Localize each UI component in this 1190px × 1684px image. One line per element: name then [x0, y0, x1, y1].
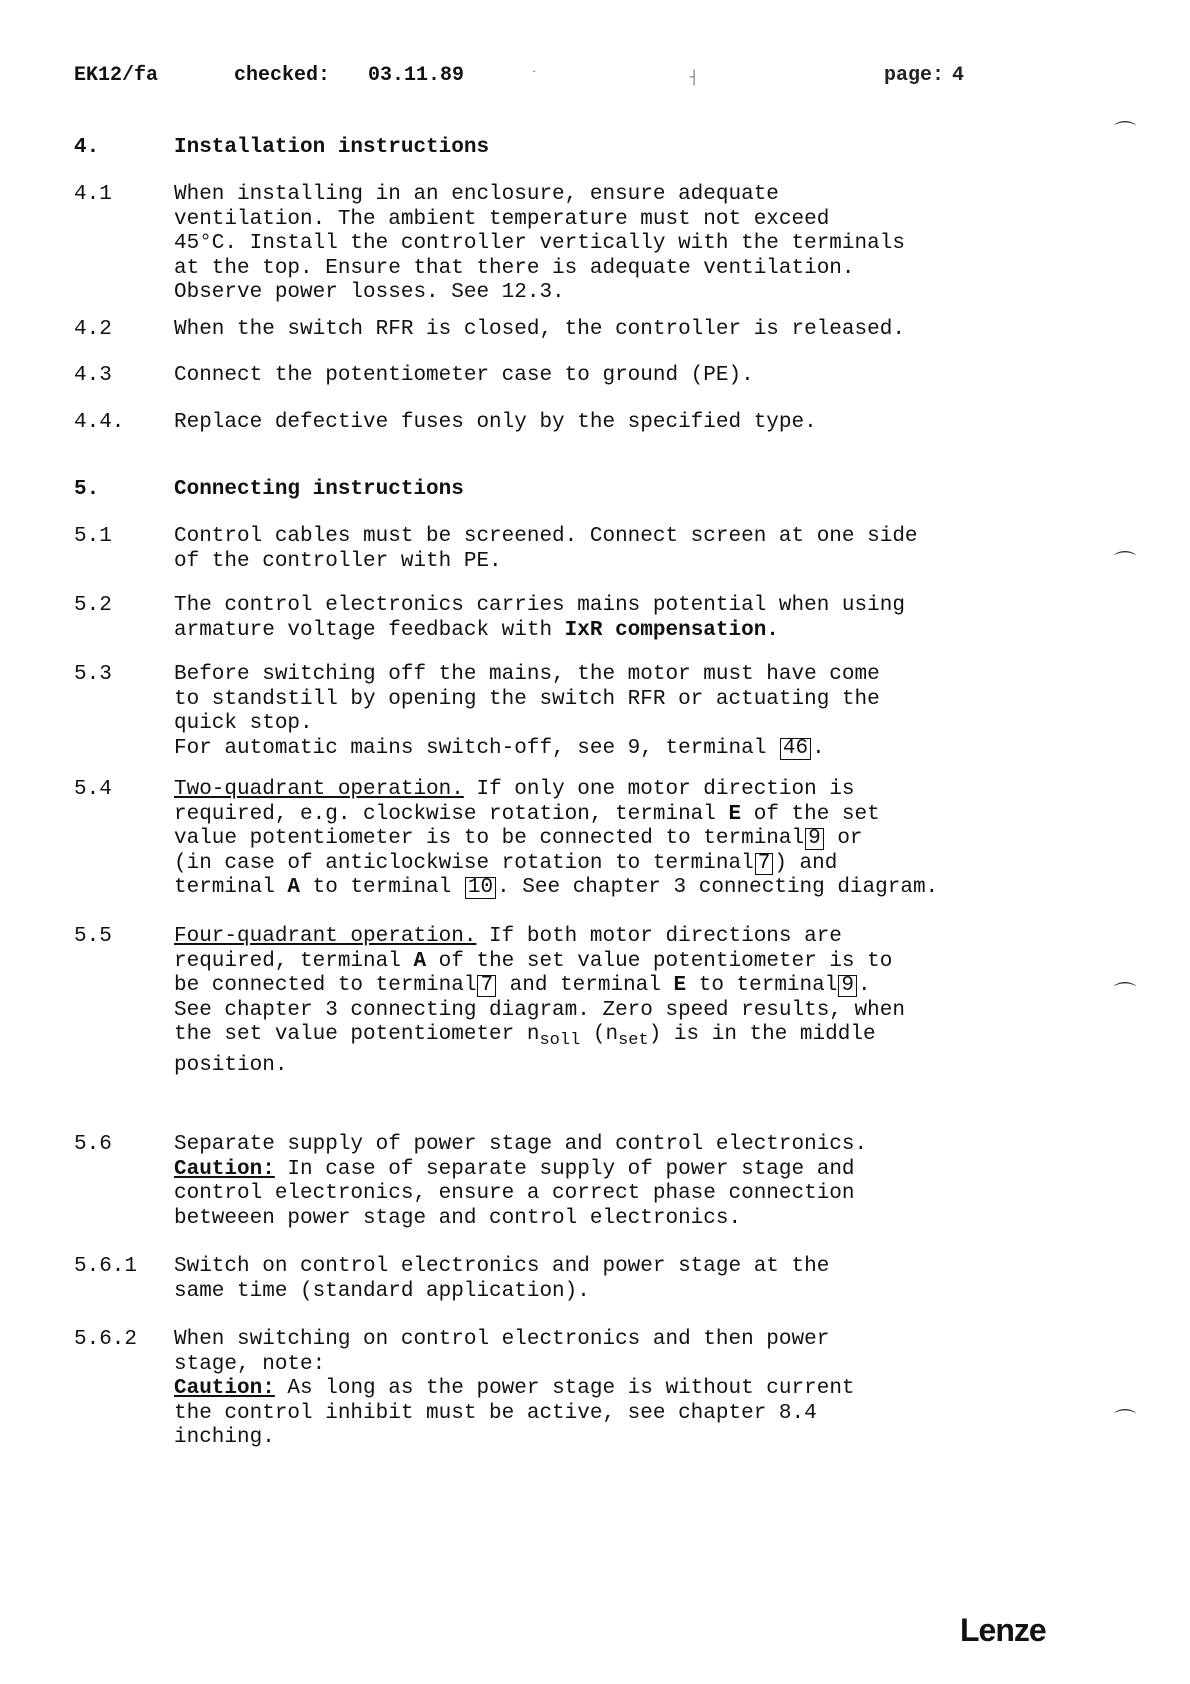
text-line: Switch on control electronics and power stage at the	[174, 1255, 830, 1278]
text-segment: or	[824, 827, 863, 850]
text-line: position.	[174, 1053, 288, 1077]
scan-speck: ┤	[690, 70, 699, 86]
text-line: Separate supply of power stage and control electronics.	[174, 1133, 868, 1156]
text-line: When switching on control electronics and then power	[174, 1328, 830, 1351]
text-line	[174, 619, 1104, 644]
terminal-number: 10	[465, 877, 496, 899]
text-line	[174, 827, 1104, 852]
text-line: The control electronics carries mains potential when using	[174, 594, 905, 617]
item-text	[174, 663, 1104, 761]
section-number: 5.	[74, 478, 100, 501]
text-segment: ) is in the middle	[648, 1023, 876, 1046]
punch-mark: ⌒	[1113, 982, 1136, 1007]
text-segment: ) and	[774, 851, 838, 875]
terminal-letter: A	[413, 949, 427, 973]
text-line	[174, 1377, 1104, 1402]
bold-term: IxR compensation.	[564, 618, 779, 642]
text-segment: required, terminal	[174, 949, 414, 973]
item-text	[174, 778, 1104, 901]
lenze-logo: Lenze	[960, 1612, 1046, 1648]
text-line: See chapter 3 connecting diagram. Zero speed results, when	[174, 998, 905, 1022]
item-text	[174, 1328, 1104, 1451]
punch-mark: ⌒	[1113, 551, 1136, 576]
checked-date: 03.11.89	[368, 64, 465, 87]
text-segment: of the set value potentiometer is to	[426, 949, 893, 973]
text-segment: In case of separate supply of power stage and	[274, 1157, 855, 1181]
punch-mark: ⌒	[1113, 1409, 1136, 1434]
section-title: Installation instructions	[174, 136, 490, 159]
section-title: Connecting instructions	[174, 478, 464, 501]
terminal-number: 9	[838, 975, 857, 997]
page-header	[74, 64, 1074, 94]
item-number: 5.6.1	[74, 1255, 138, 1278]
item-text	[174, 1133, 1104, 1231]
text-line: Before switching off the mains, the motor must have come	[174, 663, 880, 686]
scan-speck: ˙	[530, 70, 539, 86]
text-line	[174, 950, 1104, 975]
text-line	[174, 1158, 1104, 1183]
text-segment: value potentiometer is to be connected to terminal	[174, 827, 805, 850]
terminal-number: 7	[755, 853, 774, 875]
item-number: 4.1	[74, 183, 112, 206]
terminal-number: 9	[805, 828, 824, 850]
text-segment: to terminal	[686, 974, 838, 997]
text-segment: and terminal	[497, 974, 674, 997]
text-line: control electronics, ensure a correct phase connection	[174, 1182, 855, 1205]
terminal-number: 46	[780, 738, 811, 760]
item-number: 5.1	[74, 525, 112, 548]
text-line	[174, 803, 1104, 828]
text-segment: As long as the power stage is without current	[274, 1377, 855, 1400]
text-line: Replace defective fuses only by the specified type.	[174, 411, 817, 434]
item-text	[174, 411, 1104, 436]
text-segment: the set value potentiometer n	[174, 1023, 540, 1046]
text-line	[174, 974, 1104, 999]
text-segment: terminal	[174, 876, 288, 899]
text-segment: For automatic mains switch-off, see 9, terminal	[174, 736, 779, 760]
item-number: 4.4.	[74, 411, 125, 434]
text-segment: .	[857, 974, 871, 997]
text-segment: be connected to terminal	[174, 974, 477, 997]
text-line: Control cables must be screened. Connect screen at one side	[174, 525, 918, 548]
text-line: Observe power losses. See 12.3.	[174, 281, 565, 304]
subscript: set	[618, 1031, 649, 1050]
page-label: page:	[884, 64, 945, 87]
item-number: 5.5	[74, 925, 112, 948]
item-number: 4.2	[74, 318, 112, 341]
text-line: When installing in an enclosure, ensure adequate	[174, 183, 779, 206]
text-line: ventilation. The ambient temperature must not exceed	[174, 207, 830, 231]
text-segment: . See chapter 3 connecting diagram.	[497, 876, 939, 899]
text-line: the control inhibit must be active, see chapter 8.4	[174, 1401, 817, 1425]
text-segment: to terminal	[300, 876, 464, 899]
text-segment: (n	[580, 1023, 619, 1046]
page-number: 4	[952, 64, 965, 87]
checked-label: checked:	[234, 64, 331, 87]
text-line	[174, 778, 1104, 803]
section-number: 4.	[74, 136, 100, 159]
terminal-number: 7	[477, 975, 496, 997]
text-segment: of the set	[741, 802, 880, 826]
text-segment: If both motor directions are	[476, 925, 842, 948]
item-number: 4.3	[74, 364, 112, 387]
text-line: When the switch RFR is closed, the controller is released.	[174, 318, 905, 341]
text-line: to standstill by opening the switch RFR or actuating the	[174, 687, 880, 711]
text-line: Connect the potentiometer case to ground (PE).	[174, 364, 754, 387]
text-line: quick stop.	[174, 712, 313, 735]
terminal-letter: E	[673, 974, 687, 997]
item-text	[174, 925, 1104, 1078]
text-segment: If only one motor direction is	[463, 778, 855, 801]
item-title: Four-quadrant operation.	[174, 925, 477, 948]
text-segment: required, e.g. clockwise rotation, terminal	[174, 802, 729, 826]
caution-label: Caution:	[174, 1377, 275, 1400]
text-line	[174, 737, 1104, 762]
text-segment: armature voltage feedback with	[174, 618, 565, 642]
item-title: Two-quadrant operation.	[174, 778, 464, 801]
document-reference: EK12/fa	[74, 64, 159, 87]
caution-label: Caution:	[174, 1157, 275, 1181]
text-line: of the controller with PE.	[174, 549, 502, 573]
item-number: 5.2	[74, 594, 112, 617]
item-text	[174, 318, 1104, 343]
item-text	[174, 183, 1104, 306]
page-indicator	[884, 64, 964, 87]
item-text	[174, 594, 1104, 643]
item-number: 5.6	[74, 1133, 112, 1156]
text-line: inching.	[174, 1426, 275, 1449]
text-line: stage, note:	[174, 1352, 326, 1376]
text-line: betweeen power stage and control electronics.	[174, 1206, 742, 1230]
terminal-letter: E	[728, 802, 742, 826]
text-line	[174, 876, 1104, 901]
subscript: soll	[539, 1031, 581, 1050]
item-text	[174, 525, 1104, 574]
text-line: same time (standard application).	[174, 1279, 590, 1303]
text-segment: .	[812, 736, 825, 760]
text-segment: (in case of anticlockwise rotation to terminal	[174, 851, 754, 875]
item-text	[174, 1255, 1104, 1304]
item-text	[174, 364, 1104, 389]
item-number: 5.6.2	[74, 1328, 138, 1351]
punch-mark: ⌒	[1113, 121, 1136, 146]
terminal-letter: A	[287, 876, 301, 899]
text-line	[174, 925, 1104, 950]
text-line: 45°C. Install the controller vertically with the terminals	[174, 232, 905, 255]
text-line	[174, 1023, 1104, 1054]
item-number: 5.3	[74, 663, 112, 686]
item-number: 5.4	[74, 778, 112, 801]
text-line: at the top. Ensure that there is adequate ventilation.	[174, 256, 855, 280]
text-line	[174, 852, 1104, 877]
